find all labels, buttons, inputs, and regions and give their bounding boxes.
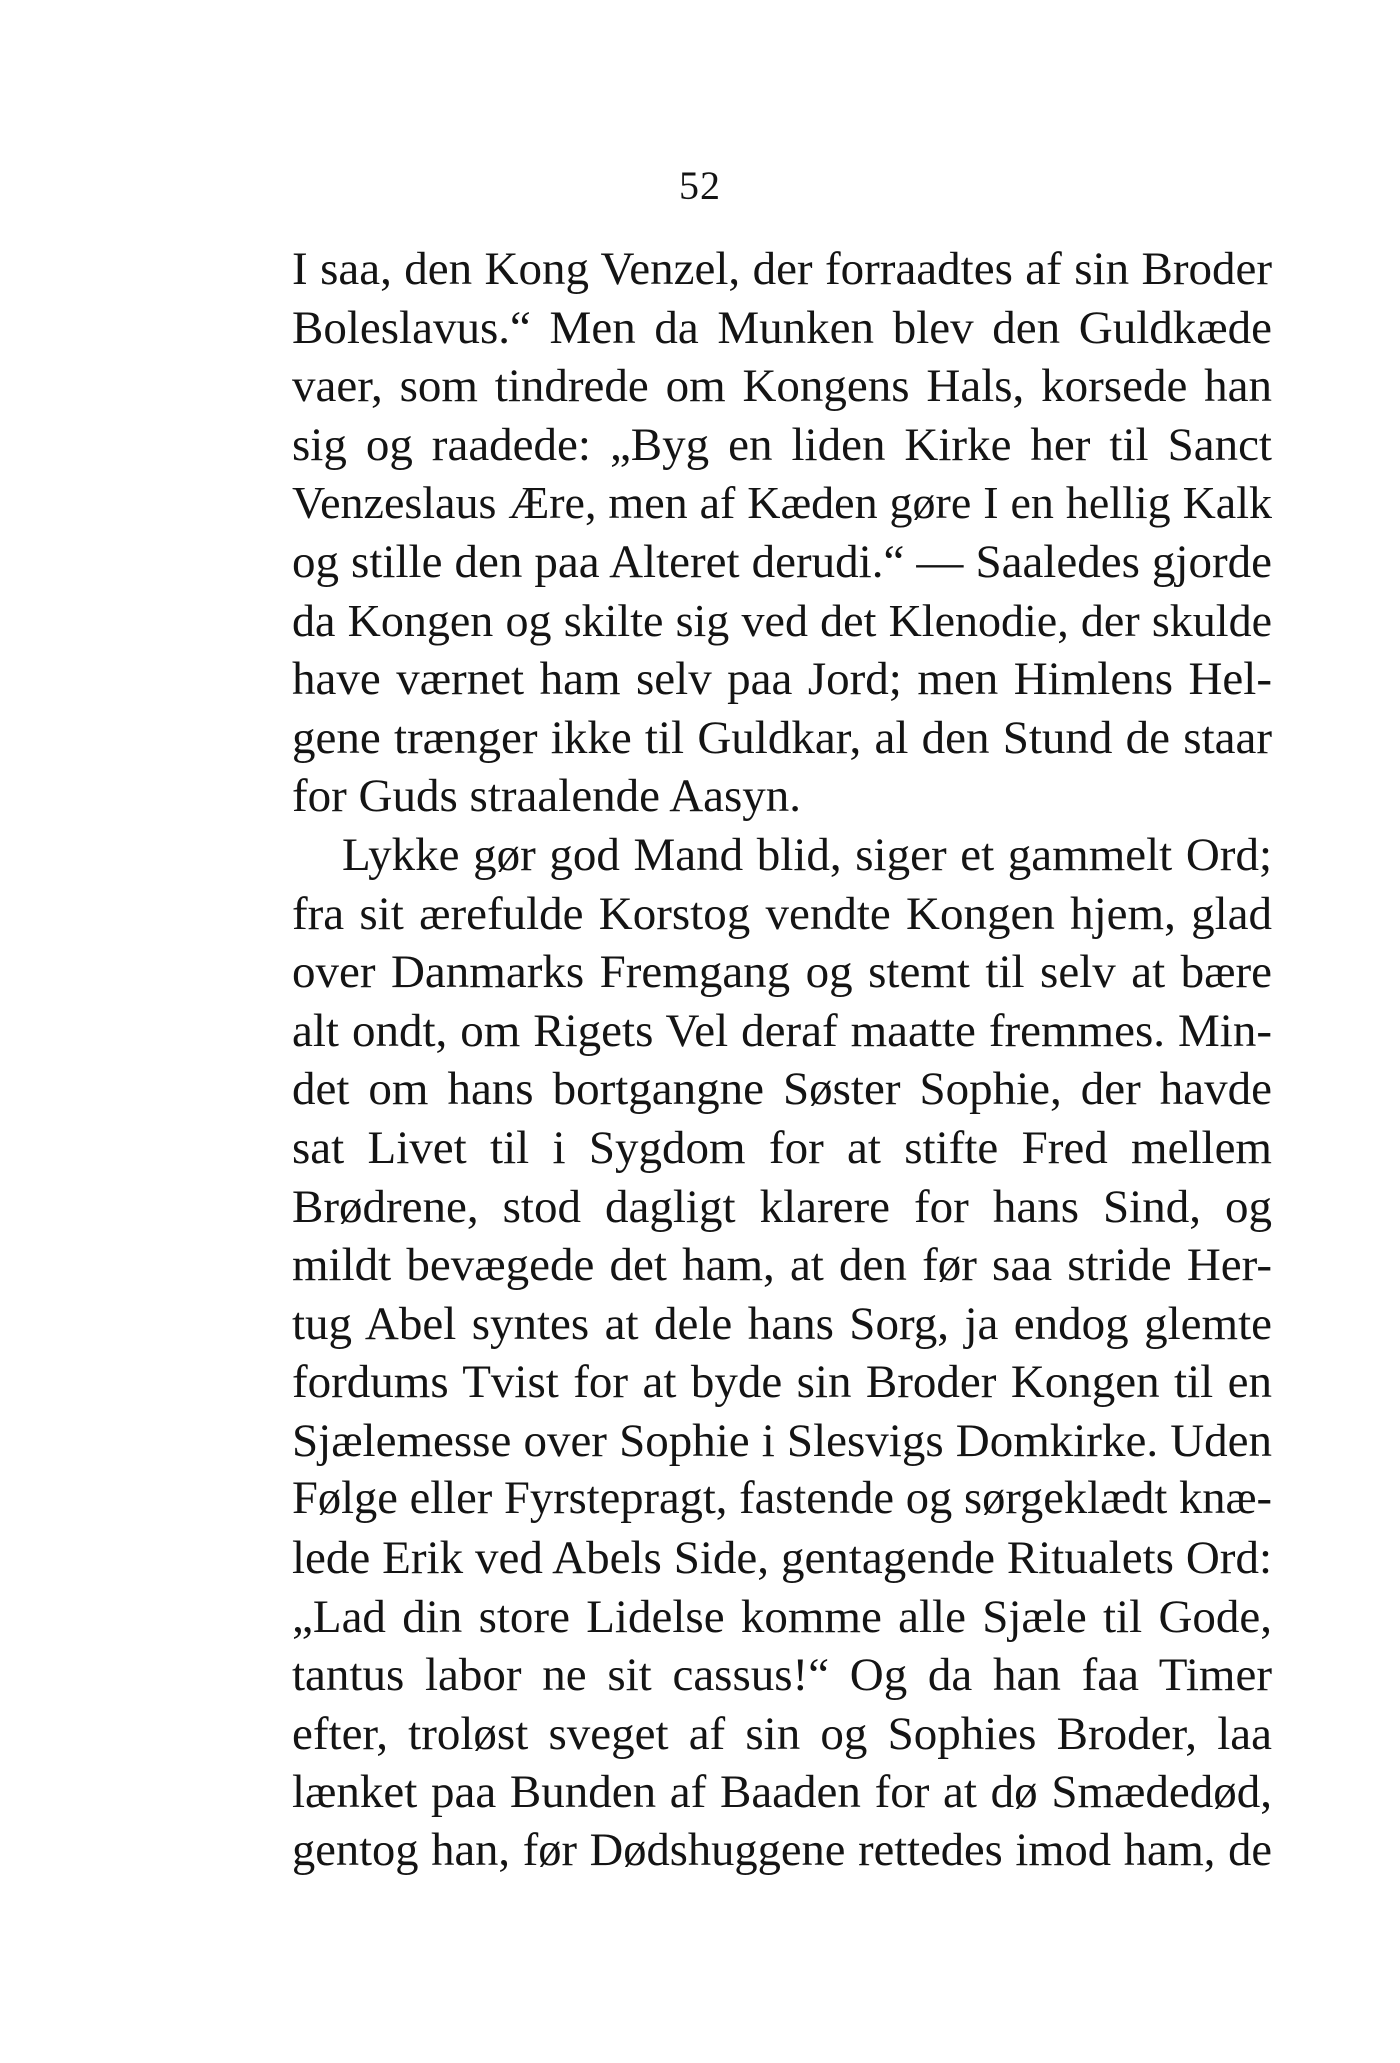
text-line: vaer, som tindrede om Kongens Hals, korsede han [292,360,1272,413]
text-line: lænket paa Bunden af Baaden for at dø Smædedød, [292,1766,1272,1819]
text-line: „Lad din store Lidelse komme alle Sjæle til Gode, [292,1590,1272,1643]
text-line: gentog han, før Dødshuggene rettedes imod ham, de [292,1825,1272,1877]
text-line: Brødrene, stod dagligt klarere for hans Sind, og [292,1180,1272,1233]
body-text [292,240,1272,1881]
text-line: tantus labor ne sit cassus!“ Og da han faa Timer [292,1649,1272,1702]
text-line: og stille den paa Alteret derudi.“ — Saaledes gjorde [292,535,1272,588]
text-line: lede Erik ved Abels Side, gentagende Ritualets Ord: [292,1532,1272,1585]
text-line: efter, troløst sveget af sin og Sophies Broder, laa [292,1707,1272,1760]
text-line: Følge eller Fyrstepragt, fastende og sørgeklædt knæ- [292,1473,1272,1525]
text-line: Venzeslaus Ære, men af Kæden gøre I en hellig Kalk [292,477,1272,529]
text-line: alt ondt, om Rigets Vel deraf maatte fremmes. Min- [292,1004,1272,1057]
text-line: I saa, den Kong Venzel, der forraadtes af sin Broder [292,243,1272,295]
text-line: tug Abel syntes at dele hans Sorg, ja endog glemte [292,1297,1272,1350]
page-number: 52 [679,163,721,208]
text-line: gene trænger ikke til Guldkar, al den Stund de staar [292,711,1272,764]
text-line: mildt bevægede det ham, at den før saa stride Her- [292,1239,1272,1292]
text-line: have værnet ham selv paa Jord; men Himlens Hel- [292,653,1272,706]
text-line: Sjælemesse over Sophie i Slesvigs Domkirke. Uden [292,1414,1272,1467]
text-line: fordums Tvist for at byde sin Broder Kongen til en [292,1356,1272,1409]
text-line: det om hans bortgangne Søster Sophie, der havde [292,1063,1272,1116]
text-line: over Danmarks Fremgang og stemt til selv at bære [292,946,1272,999]
text-line: Boleslavus.“ Men da Munken blev den Guldkæde [292,301,1272,354]
text-line-paragraph-start: Lykke gør god Mand blid, siger et gammelt Ord; [342,828,1272,881]
text-line-paragraph-end: for Guds straalende Aasyn. [292,770,802,823]
text-line: sig og raadede: „Byg en liden Kirke her til Sanct [292,418,1272,471]
text-line: da Kongen og skilte sig ved det Klenodie, der skulde [292,594,1272,646]
text-line: fra sit ærefulde Korstog vendte Kongen hjem, glad [292,887,1272,940]
text-line: sat Livet til i Sygdom for at stifte Fred mellem [292,1121,1272,1174]
